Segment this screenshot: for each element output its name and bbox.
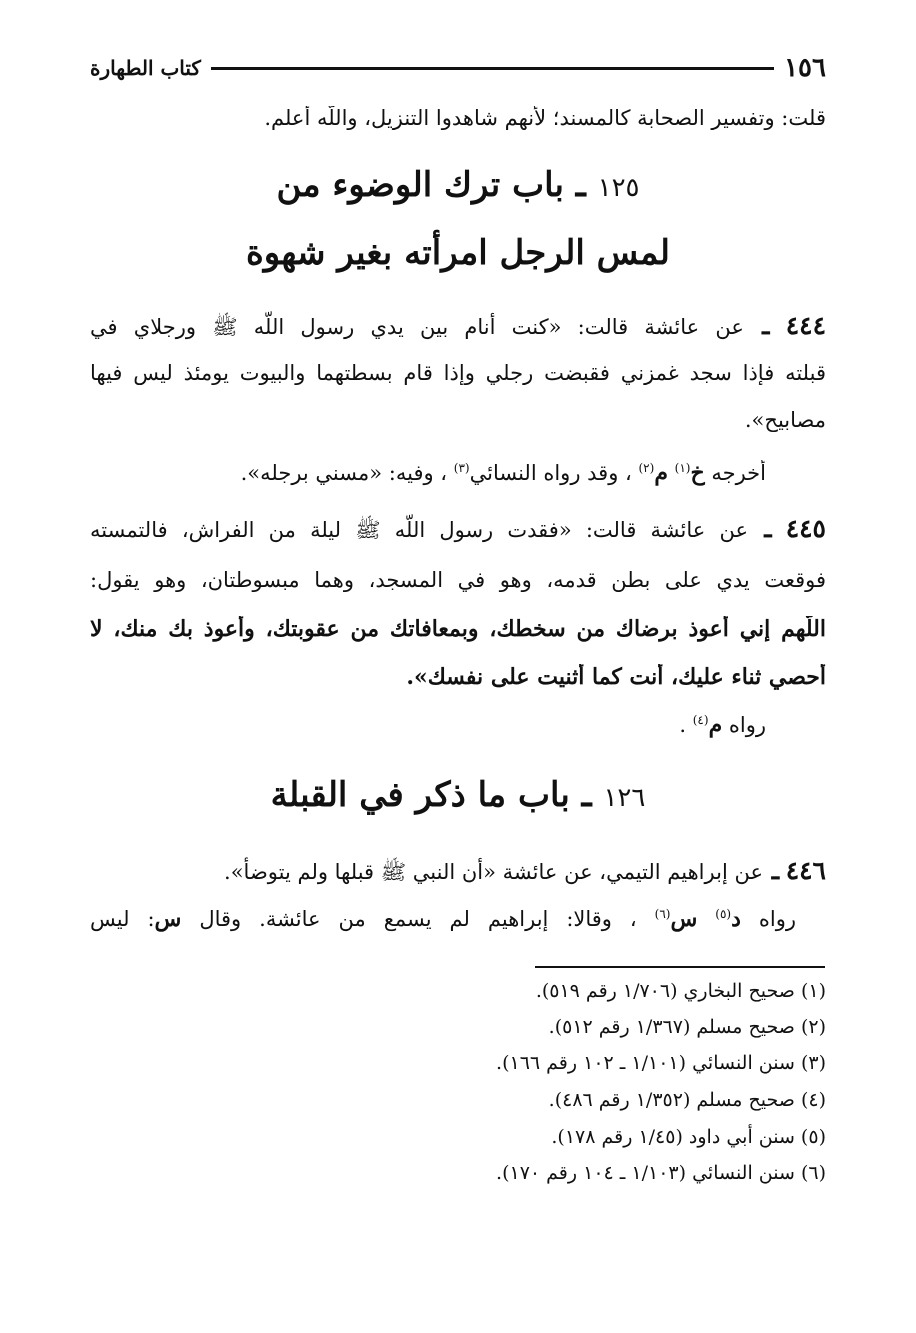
hadith-446-rawah <box>90 906 796 932</box>
chapter-125-title-line2: لمس الرجل امرأته بغير شهوة <box>245 233 671 273</box>
symbol-mim: م <box>654 460 668 486</box>
footnote-6: (٦) سنن النسائي (١/١٠٣ ـ ١٠٤ رقم ١٧٠). <box>496 1162 826 1184</box>
hadith-number: ٤٤٦ <box>785 856 826 885</box>
footnote-divider <box>535 966 825 968</box>
chapter-126-title <box>90 775 826 815</box>
rawah-text: . <box>679 713 687 737</box>
book-title: كتاب الطهارة <box>90 56 201 80</box>
footnote-2: (٢) صحيح مسلم (١/٣٦٧ رقم ٥١٢). <box>548 1016 826 1038</box>
hadith-dash: ـ <box>743 311 770 340</box>
footnote-1: (١) صحيح البخاري (١/٧٠٦ رقم ٥١٩). <box>535 980 826 1002</box>
page-header <box>90 48 826 88</box>
hadith-445-rawah <box>90 712 766 738</box>
symbol-sin: س <box>670 906 698 932</box>
takhrij-text: ، وقد رواه النسائي <box>469 461 632 485</box>
chapter-title: باب ما ذكر في القبلة <box>270 775 570 815</box>
hadith-445-line1 <box>90 514 826 548</box>
hadith-444-line3: مصابيح». <box>744 408 826 432</box>
chapter-dash: ـ <box>569 775 592 815</box>
hadith-number: ٤٤٤ <box>785 311 826 340</box>
hadith-text: عن عائشة قالت: «كنت أنام بين يدي رسول اللَّه ﷺ ورجلاي في <box>90 315 744 339</box>
rawah-text: رواه <box>758 907 796 931</box>
hadith-dash: ـ <box>762 856 780 885</box>
chapter-number: ١٢٥ <box>597 173 640 203</box>
hadith-text: عن إبراهيم التيمي، عن عائشة «أن النبي ﷺ قبلها ولم يتوضأ». <box>224 860 763 884</box>
rawah-text: رواه <box>728 713 766 737</box>
footnote-3: (٣) سنن النسائي (١/١٠١ ـ ١٠٢ رقم ١٦٦). <box>496 1052 826 1074</box>
chapter-number: ١٢٦ <box>603 783 646 813</box>
hadith-446-line1 <box>90 856 826 890</box>
hadith-number: ٤٤٥ <box>785 514 826 543</box>
rawah-text: : ليس <box>90 907 155 931</box>
hadith-445-line2: فوقعت يدي على بطن قدمه، وهو في المسجد، وهما مبسوطتان، وهو يقول: <box>90 568 826 592</box>
chapter-125-title-line1 <box>90 165 826 205</box>
hadith-444-line2: قبلته فإذا سجد غمزني فقبضت رجلي وإذا قام بسطتهما والبيوت يومئذ ليس فيها <box>90 361 826 385</box>
symbol-dal: د <box>731 906 741 932</box>
symbol-sin: س <box>154 906 182 932</box>
chapter-dash: ـ <box>563 165 586 205</box>
takhrij-text: ، وفيه: «مسني برجله». <box>240 461 448 485</box>
takhrij-text: أخرجه <box>711 461 766 485</box>
chapter-title: باب ترك الوضوء من <box>276 165 564 205</box>
hadith-444-line1 <box>90 311 826 345</box>
hadith-445-line3: اللَّهم إني أعوذ برضاك من سخطك، وبمعافاتك من عقوبتك، وأعوذ بك منك، لا <box>90 616 826 642</box>
rawah-text: ، وقالا: إبراهيم لم يسمع من عائشة. وقال <box>199 907 637 931</box>
footnote-ref: (٣) <box>453 461 470 475</box>
footnote-ref: (٥) <box>715 907 732 921</box>
footnote-5: (٥) سنن أبي داود (١/٤٥ رقم ١٧٨). <box>551 1126 826 1148</box>
footnote-ref: (٤) <box>692 713 709 727</box>
symbol-mim: م <box>708 712 723 738</box>
header-rule <box>211 67 774 70</box>
intro-line: قلت: وتفسير الصحابة كالمسند؛ لأنهم شاهدوا التنزيل، واللَّه أعلم. <box>264 106 826 130</box>
footnote-4: (٤) صحيح مسلم (١/٣٥٢ رقم ٤٨٦). <box>548 1089 826 1111</box>
footnote-ref: (١) <box>674 461 691 475</box>
footnote-ref: (٦) <box>654 907 671 921</box>
hadith-445-line4: أحصي ثناء عليك، أنت كما أثنيت على نفسك». <box>406 664 826 690</box>
hadith-text: عن عائشة قالت: «فقدت رسول اللَّه ﷺ ليلة من الفراش، فالتمسته <box>90 518 748 542</box>
page-number: ١٥٦ <box>784 53 826 83</box>
symbol-kha: خ <box>690 460 705 486</box>
hadith-444-takhrij <box>90 460 766 486</box>
hadith-dash: ـ <box>748 514 772 543</box>
footnote-ref: (٢) <box>638 461 655 475</box>
